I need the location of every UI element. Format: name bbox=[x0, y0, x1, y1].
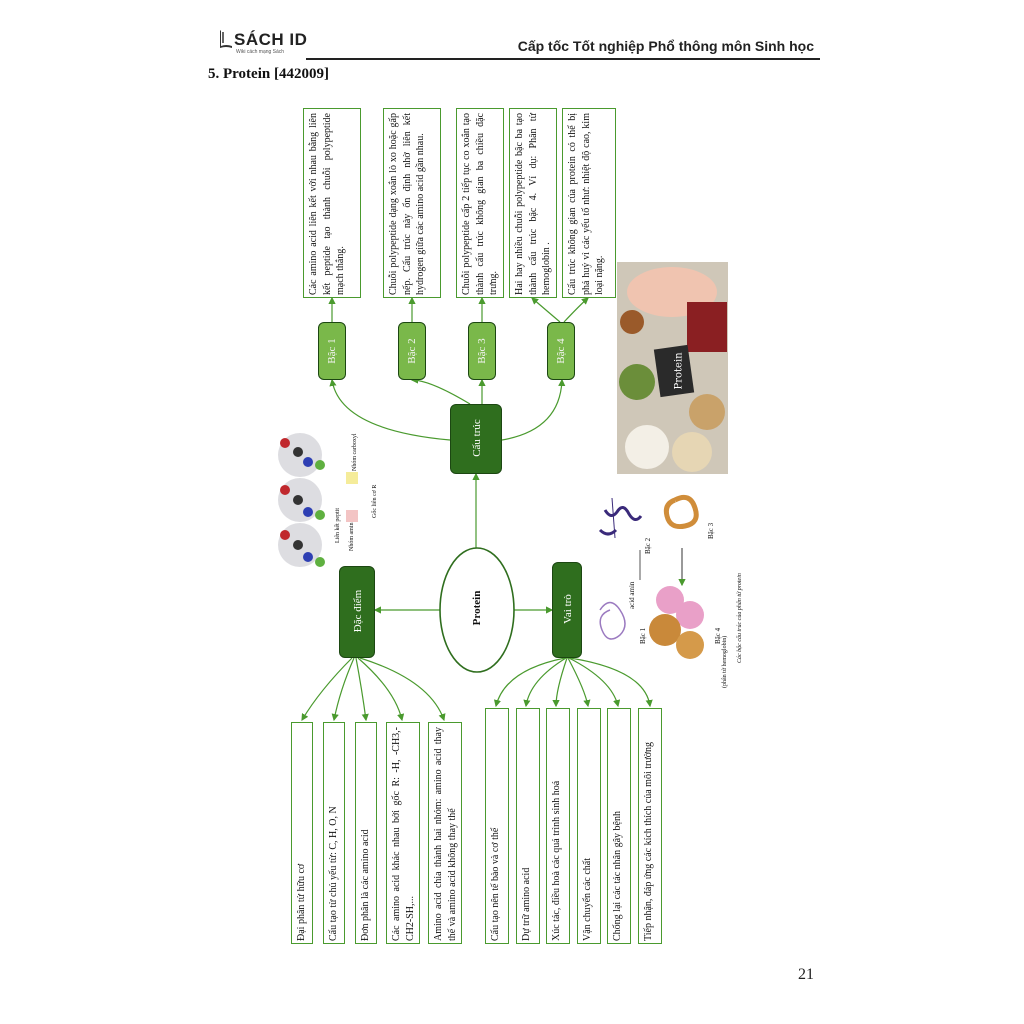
protein-food-photo bbox=[617, 262, 728, 474]
label-amino-acid: acid amin bbox=[628, 581, 636, 609]
label-r-group: Gốc liên cơ R bbox=[372, 484, 378, 518]
vai-tro-item-3-text: Xúc tác, điều hoà các quá trình sinh hoá bbox=[551, 780, 562, 941]
box-bac-2-text: Chuỗi polypeptide dạng xoắn lò xo hoặc gấp nếp. Cấu trúc này ổn định nhờ liên kết hydrogen giữa các amino acid gần nhau. bbox=[388, 113, 426, 295]
label-fig-bac-4: Bậc 4 bbox=[714, 627, 722, 644]
node-bac-4-label: Bậc 4 bbox=[555, 338, 567, 364]
box-bac-1-text: Các amino acid liên kết với nhau bằng liên kết peptide tạo thành chuỗi polypeptide mạch thẳng. bbox=[308, 113, 346, 295]
label-hemoglobin: (phân tử hemoglobin) bbox=[722, 635, 728, 688]
label-peptide-bond: Liên kết peptit bbox=[335, 508, 341, 543]
node-bac-1-label: Bậc 1 bbox=[326, 338, 338, 364]
node-bac-2-label: Bậc 2 bbox=[406, 338, 418, 364]
dac-diem-item-2-text: Cấu tạo từ chủ yếu từ: C, H, O, N bbox=[328, 806, 339, 941]
dac-diem-item-1-text: Đại phân tử hữu cơ bbox=[296, 863, 307, 941]
vai-tro-item-2-text: Dự trữ amino acid bbox=[521, 867, 532, 941]
label-figure-caption: Các bậc cấu trúc của phân tử protein bbox=[737, 573, 743, 663]
vai-tro-item-4-text: Vận chuyển các chất bbox=[582, 857, 593, 941]
vai-tro-item-1-text: Cấu tạo nên tế bào và cơ thể bbox=[490, 827, 501, 941]
section-title: 5. Protein [442009] bbox=[208, 66, 329, 82]
box-denaturation-text: Cấu trúc không gian của protein có thể bị phá huỷ vì các yếu tố như: nhiệt độ cao, kim loại nặng. bbox=[567, 113, 605, 295]
label-fig-bac-1: Bậc 1 bbox=[639, 627, 647, 644]
node-vai-tro-label: Vai trò bbox=[562, 594, 574, 624]
header-title: Cấp tốc Tốt nghiệp Phổ thông môn Sinh học bbox=[517, 38, 814, 54]
node-dac-diem-label: Đặc điểm bbox=[352, 589, 364, 633]
label-fig-bac-2: Bậc 2 bbox=[644, 537, 652, 554]
photo-chalkboard-label: Protein bbox=[673, 352, 685, 390]
label-amine-group: Nhóm amin bbox=[349, 522, 355, 551]
page-number: 21 bbox=[798, 966, 814, 983]
logo-subtext: Wiki cách mạng Sách bbox=[236, 49, 285, 55]
box-bac-4-text: Hai hay nhiều chuỗi polypeptide bậc ba tạo thành cấu trúc bậc 4. Ví dụ: Phân tử hemoglobin . bbox=[514, 113, 552, 295]
label-fig-bac-3: Bậc 3 bbox=[707, 522, 715, 539]
vai-tro-item-5-text: Chống lại các tác nhân gây bệnh bbox=[612, 811, 623, 941]
dac-diem-item-4-text: Các amino acid khác nhau bởi gốc R: -H, -CH3,-CH2-SH,... bbox=[391, 727, 416, 941]
logo-text: SÁCH ID bbox=[234, 30, 308, 49]
label-carboxyl-group: Nhóm carboxyl bbox=[352, 433, 358, 471]
dac-diem-item-5-text: Amino acid chia thành hai nhóm: amino acid thay thế và amino acid không thay thế bbox=[433, 727, 458, 941]
node-cau-truc-label: Cấu trúc bbox=[471, 419, 483, 457]
node-bac-3-label: Bậc 3 bbox=[476, 338, 488, 364]
center-node-protein: Protein bbox=[471, 590, 483, 626]
vai-tro-item-6-text: Tiếp nhận, đáp ứng các kích thích của môi trường bbox=[643, 741, 654, 941]
box-bac-3-text: Chuỗi polypeptide cấp 2 tiếp tục co xoắn tạo thành cấu trúc không gian ba chiều đặc trưng. bbox=[461, 113, 499, 295]
dac-diem-item-3-text: Đơn phân là các amino acid bbox=[360, 829, 371, 941]
